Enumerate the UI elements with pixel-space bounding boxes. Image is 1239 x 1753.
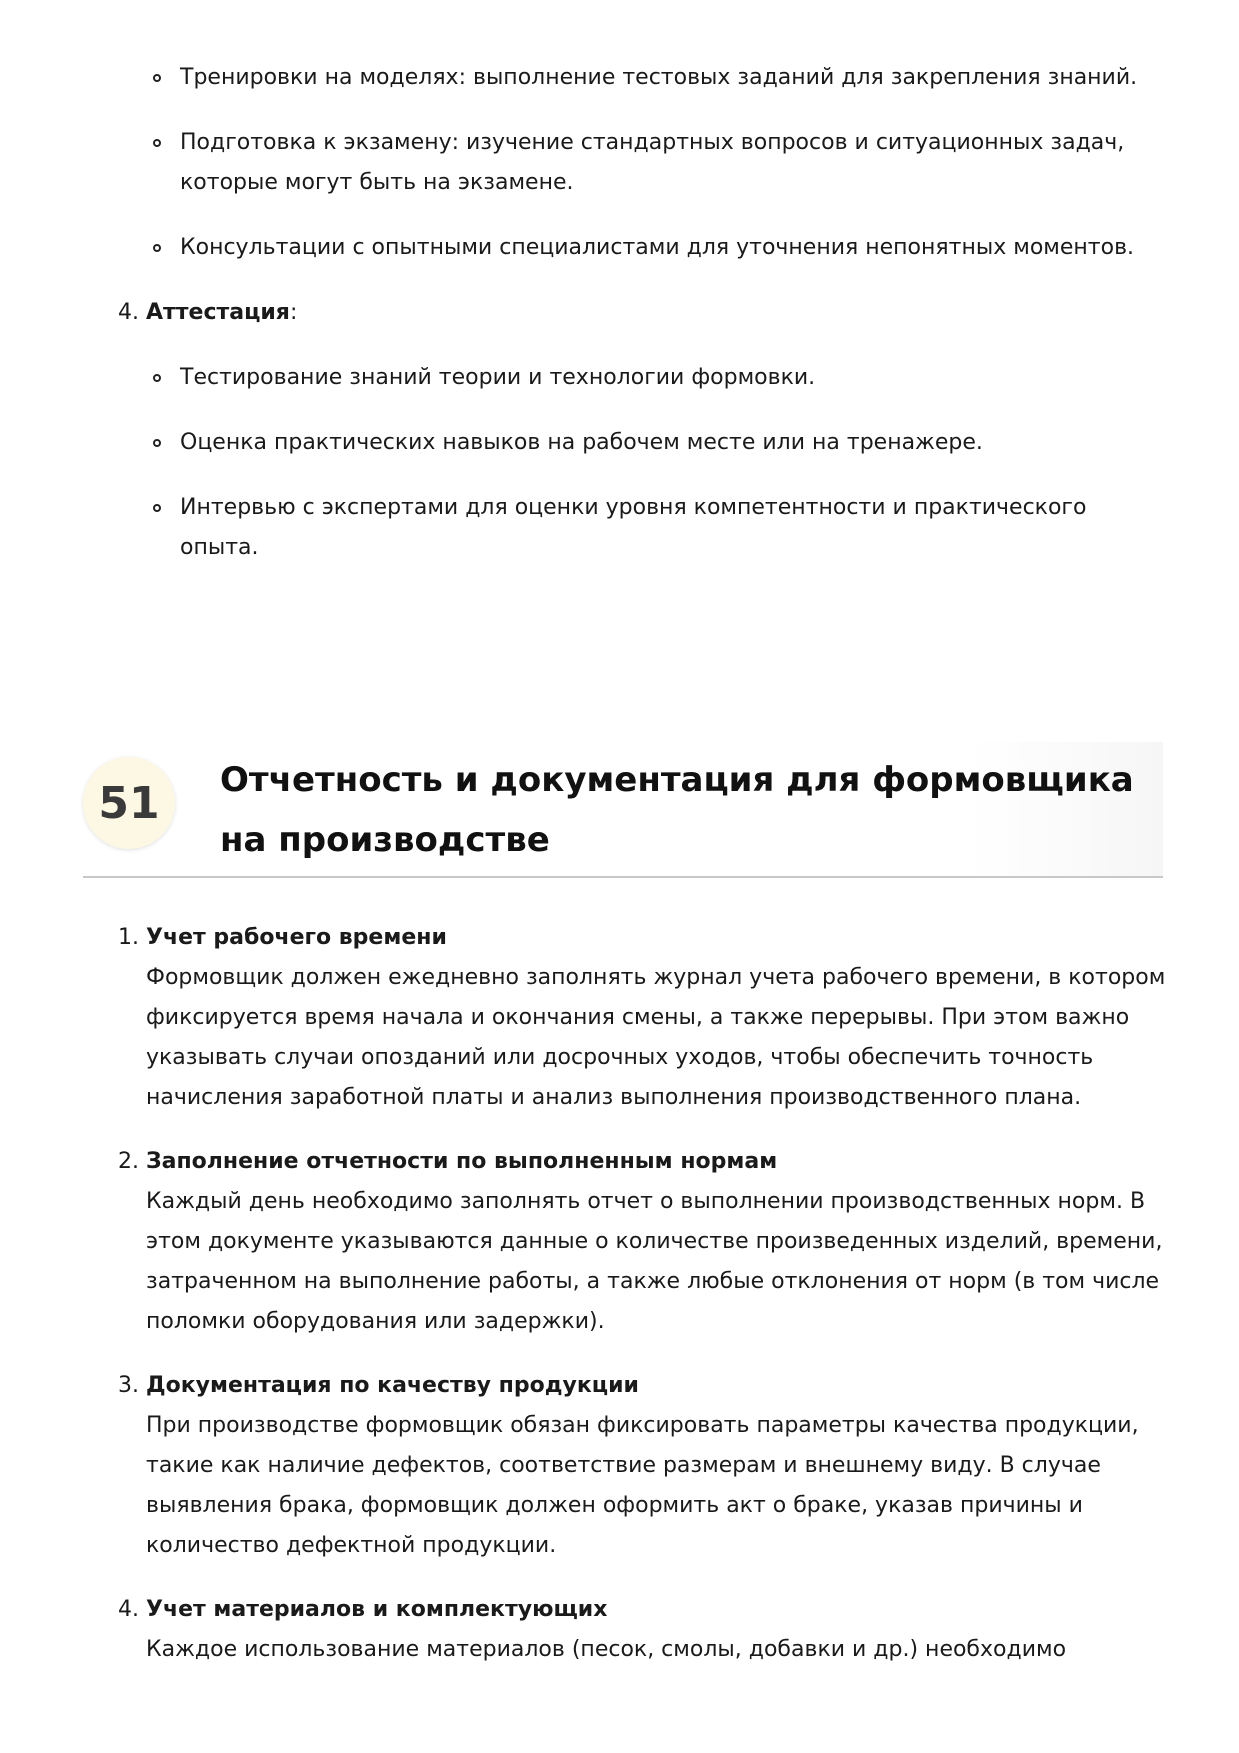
item-number: 1. xyxy=(118,925,139,950)
section-number-badge: 51 xyxy=(83,757,175,849)
item-number: 2. xyxy=(118,1149,139,1174)
item-number: 3. xyxy=(118,1373,139,1398)
item-title: Учет рабочего времени xyxy=(146,925,447,950)
item-text: При производстве формовщик обязан фиксировать параметры качества продукции, такие как наличие дефектов, соответствие размерам и внешнему виду. В случае выявления брака, формовщик должен оформить акт о браке, указав причины и количество дефектной продукции. xyxy=(146,1413,1139,1558)
bullet-item: Консультации с опытными специалистами для уточнения непонятных моментов. xyxy=(180,228,1168,268)
item-number: 4. xyxy=(118,300,139,325)
item-title: Аттестация xyxy=(146,300,290,325)
item-number: 4. xyxy=(118,1597,139,1622)
item-text: Каждое использование материалов (песок, смолы, добавки и др.) необходимо xyxy=(146,1637,1067,1662)
bullet-item: Интервью с экспертами для оценки уровня компетентности и практического опыта. xyxy=(180,488,1168,568)
list-item xyxy=(118,918,1168,1118)
bullet-item: Подготовка к экзамену: изучение стандартных вопросов и ситуационных задач, которые могут быть на экзамене. xyxy=(180,123,1168,203)
bullet-list-training xyxy=(118,58,1168,268)
item-text: Формовщик должен ежедневно заполнять журнал учета рабочего времени, в котором фиксируется время начала и окончания смены, а также перерывы. При этом важно указывать случаи опозданий или досрочных уходов, чтобы обеспечить точность начисления заработной платы и анализ выполнения производственного плана. xyxy=(146,965,1166,1110)
list-item xyxy=(118,1142,1168,1342)
documentation-list xyxy=(118,918,1168,1694)
previous-section-continuation xyxy=(118,58,1168,593)
bullet-item: Тестирование знаний теории и технологии формовки. xyxy=(180,358,1168,398)
item-title: Учет материалов и комплектующих xyxy=(146,1597,608,1622)
item-text: Каждый день необходимо заполнять отчет о выполнении производственных норм. В этом документе указываются данные о количестве произведенных изделий, времени, затраченном на выполнение работы, а также любые отклонения от норм (в том числе поломки оборудования или задержки). xyxy=(146,1189,1163,1334)
list-item-attestation xyxy=(118,293,1168,333)
bullet-item: Оценка практических навыков на рабочем месте или на тренажере. xyxy=(180,423,1168,463)
bullet-item: Тренировки на моделях: выполнение тестовых заданий для закрепления знаний. xyxy=(180,58,1168,98)
list-item xyxy=(118,1366,1168,1566)
section-title: Отчетность и документация для формовщика на производстве xyxy=(220,760,1134,860)
item-title-suffix: : xyxy=(289,300,298,325)
section-header xyxy=(83,742,1163,878)
bullet-list-attestation xyxy=(118,358,1168,568)
item-title: Документация по качеству продукции xyxy=(146,1373,639,1398)
item-title: Заполнение отчетности по выполненным нормам xyxy=(146,1149,778,1174)
list-item xyxy=(118,1590,1168,1670)
